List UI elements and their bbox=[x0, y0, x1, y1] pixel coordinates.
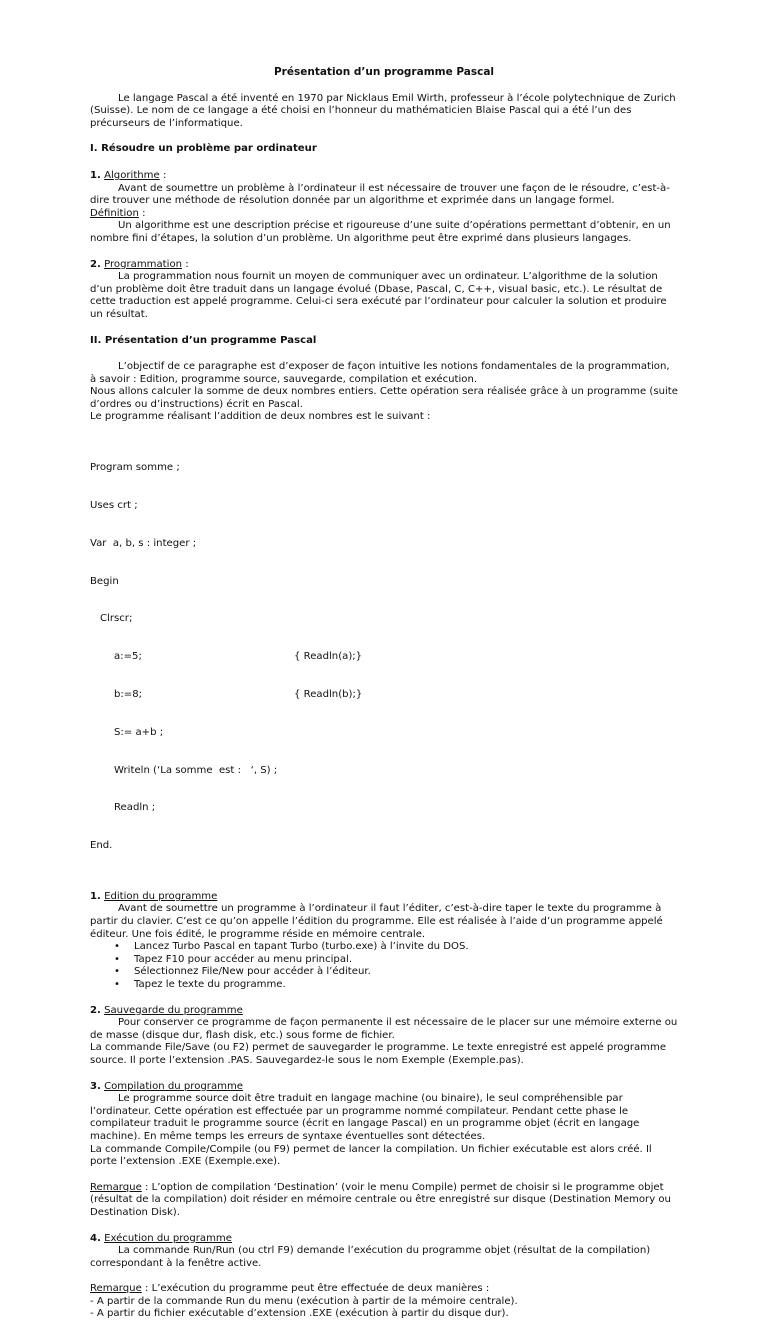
definition-paragraph: Un algorithme est une description précise et rigoureuse d’une suite d’opérations permettant d’obtenir, en un nombre fini d’étapes, la solution d’un problème. Un algorithme peut être exprimé dans plusieurs langages. bbox=[90, 220, 671, 244]
code-line: Program somme ; bbox=[90, 462, 180, 474]
compilation-paragraph-2: La commande Compile/Compile (ou F9) permet de lancer la compilation. Un fichier exécutable est alors créé. Il porte l’extension .EXE (Exemple.exe). bbox=[90, 1143, 652, 1168]
code-line: S:= a+b ; bbox=[114, 726, 164, 738]
edition-steps-list bbox=[90, 941, 678, 991]
list-item: - A partir du fichier exécutable d’extension .EXE (exécution à partir du disque dur). bbox=[90, 1308, 509, 1320]
prog-paragraph: La programmation nous fournit un moyen de communiquer avec un ordinateur. L’algorithme de la solution d’un problème doit être traduit dans un langage évolué (Dbase, Pascal, C, C++, visual basic, etc.). Le résultat de cette traduction est appelé programme. Celui-ci sera exécuté par l’ordinateur pour calculer la solution et produire un résultat. bbox=[90, 271, 667, 320]
section-1-heading: I. Résoudre un problème par ordinateur bbox=[90, 143, 317, 155]
code-line: Uses crt ; bbox=[90, 500, 138, 512]
code-line: Writeln (‘La somme est : ‘, S) ; bbox=[114, 764, 278, 776]
compilation-remark: Remarque : L’option de compilation ‘Destination’ (voir le menu Compile) permet de choisir si le programme objet (résultat de la compilation) doit résider en mémoire centrale ou être enregistré sur disque (Destination Memory ou Destination Disk). bbox=[90, 1181, 671, 1218]
section-2-paragraph-2: Nous allons calculer la somme de deux nombres entiers. Cette opération sera réalisée grâce à un programme (suite d’ordres ou d’instructions) écrit en Pascal. bbox=[90, 386, 678, 410]
code-line: Var a, b, s : integer ; bbox=[90, 537, 197, 549]
code-line: Begin bbox=[90, 575, 119, 587]
code-line: a:=5; { Readln(a);} bbox=[114, 651, 363, 663]
sauvegarde-paragraph: Pour conserver ce programme de façon permanente il est nécessaire de le placer sur une mémoire externe ou de masse (disque dur, flash disk, etc.) sous forme de fichier. bbox=[90, 1017, 678, 1041]
compilation-paragraph: Le programme source doit être traduit en langage machine (ou binaire), le seul compréhensible par l’ordinateur. Cette opération est effectuée par un programme nommé compilateur. Pendant cette phase le compilateur traduit le programme source (écrit en langage Pascal) en un programme objet (écrit en langage machine). En même temps les erreurs de syntaxe éventuelles sont détectées. bbox=[90, 1093, 640, 1142]
execution-paragraph: La commande Run/Run (ou ctrl F9) demande l’exécution du programme objet (résultat de la compilation) correspondant à la fenêtre active. bbox=[90, 1245, 651, 1269]
sauvegarde-paragraph-2: La commande File/Save (ou F2) permet de sauvegarder le programme. Le texte enregistré est appelé programme source. Il porte l’extension .PAS. Sauvegardez-le sous le nom Exemple (Exemple.pas). bbox=[90, 1042, 667, 1066]
edition-heading: 1. Edition du programme bbox=[90, 890, 218, 902]
document-page bbox=[90, 66, 678, 1321]
edition-paragraph: Avant de soumettre un programme à l’ordinateur il faut l’éditer, c’est-à-dire taper le texte du programme à partir du clavier. C’est ce qu’on appelle l’édition du programme. Elle est réalisée à l’aide d’un programme appelé éditeur. Une fois édité, le programme réside en mémoire centrale. bbox=[90, 903, 663, 940]
list-item: - A partir de la commande Run du menu (exécution à partir de la mémoire centrale). bbox=[90, 1295, 518, 1307]
algo-heading: 1. Algorithme : bbox=[90, 169, 167, 181]
list-item: • Lancez Turbo Pascal en tapant Turbo (turbo.exe) à l’invite du DOS. bbox=[134, 941, 678, 954]
list-item: • Tapez le texte du programme. bbox=[134, 979, 678, 992]
prog-heading: 2. Programmation : bbox=[90, 258, 189, 270]
code-line: Readln ; bbox=[114, 802, 156, 814]
algo-paragraph: Avant de soumettre un problème à l’ordinateur il est nécessaire de trouver une façon de le résoudre, c’est-à-dire trouver une méthode de résolution donnée par un algorithme et exprimée dans un langage formel. bbox=[90, 182, 670, 207]
intro-paragraph: Le langage Pascal a été inventé en 1970 par Nicklaus Emil Wirth, professeur à l’école polytechnique de Zurich (Suisse). Le nom de ce langage a été choisi en l’honneur du mathématicien Blaise Pascal qui a été l’un des précurseurs de l’informatique. bbox=[90, 92, 676, 129]
section-2-paragraph-1: L’objectif de ce paragraphe est d’exposer de façon intuitive les notions fondamentales de la programmation, à savoir : Edition, programme source, sauvegarde, compilation et exécution. bbox=[90, 361, 670, 385]
list-item: • Tapez F10 pour accéder au menu principal. bbox=[134, 954, 678, 967]
code-block bbox=[90, 437, 678, 878]
compilation-heading: 3. Compilation du programme bbox=[90, 1080, 244, 1092]
section-2-paragraph-3: Le programme réalisant l’addition de deux nombres est le suivant : bbox=[90, 411, 431, 423]
section-2-heading: II. Présentation d’un programme Pascal bbox=[90, 334, 317, 346]
execution-remark: Remarque : L’exécution du programme peut être effectuée de deux manières : bbox=[90, 1283, 490, 1295]
list-item: • Sélectionnez File/New pour accéder à l’éditeur. bbox=[134, 966, 678, 979]
sauvegarde-heading: 2. Sauvegarde du programme bbox=[90, 1004, 243, 1016]
definition-heading: Définition : bbox=[90, 207, 146, 219]
code-line: Clrscr; bbox=[100, 613, 133, 625]
execution-heading: 4. Exécution du programme bbox=[90, 1232, 232, 1244]
code-line: b:=8; { Readln(b);} bbox=[114, 688, 363, 700]
page-title: Présentation d’un programme Pascal bbox=[273, 66, 495, 78]
code-line: End. bbox=[90, 840, 113, 852]
